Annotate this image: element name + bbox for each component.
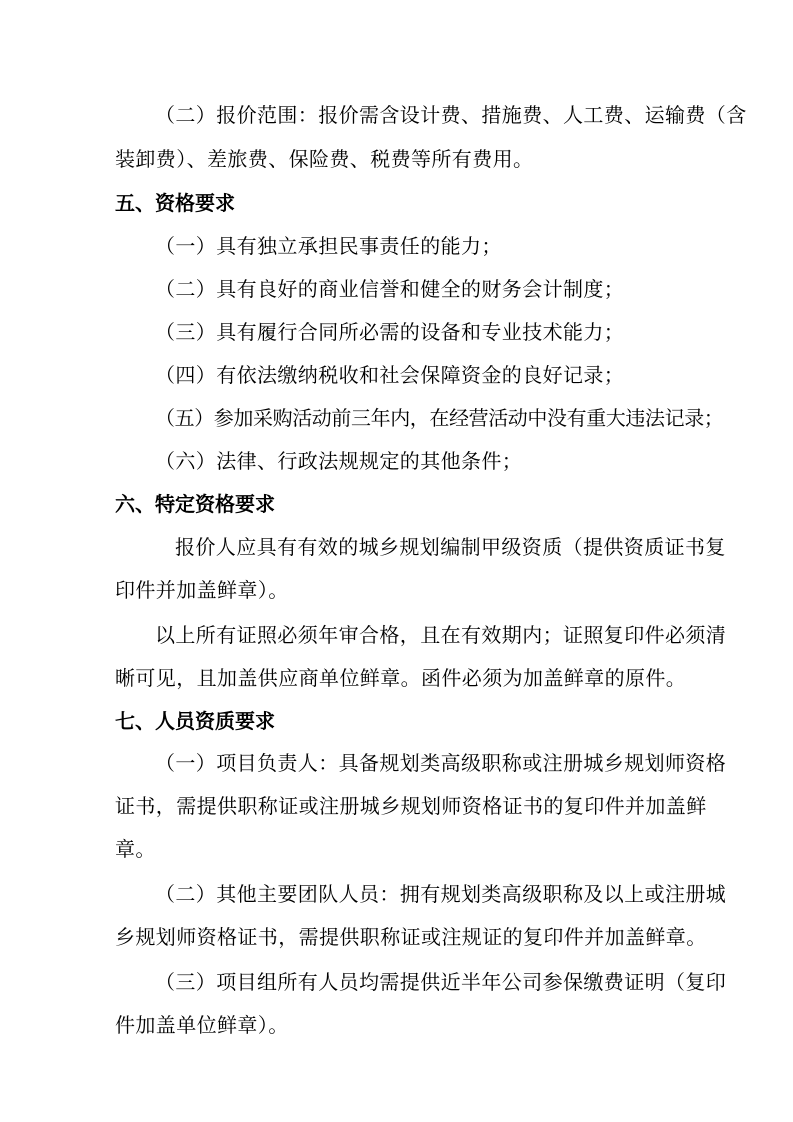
s5-item-6: （六）法律、行政法规规定的其他条件； [155, 449, 523, 473]
s7-p3-line-1: （三）项目组所有人员均需提供近半年公司参保缴费证明（复印 [155, 970, 727, 994]
s5-item-1: （一）具有独立承担民事责任的能力； [155, 234, 502, 258]
s7-p1-line-1: （一）项目负责人：具备规划类高级职称或注册城乡规划师资格 [155, 751, 727, 775]
s7-p1-line-3: 章。 [115, 837, 156, 861]
s6-p1-line-2: 印件并加盖鲜章）。 [115, 578, 289, 602]
section-7-heading: 七、人员资质要求 [115, 709, 275, 733]
s6-p1-line-1: 报价人应具有有效的城乡规划编制甲级资质（提供资质证书复 [175, 535, 726, 559]
s6-p2-line-1: 以上所有证照必须年审合格，且在有效期内；证照复印件必须清 [155, 623, 727, 647]
s6-p2-line-2: 晰可见，且加盖供应商单位鲜章。函件必须为加盖鲜章的原件。 [115, 666, 687, 690]
s5-item-4: （四）有依法缴纳税收和社会保障资金的良好记录； [155, 363, 625, 387]
s7-p3-line-2: 件加盖单位鲜章）。 [115, 1013, 289, 1037]
s4-p2-line-2: 装卸费）、差旅费、保险费、税费等所有费用。 [115, 147, 534, 171]
s7-p1-line-2: 证书，需提供职称证或注册城乡规划师资格证书的复印件并加盖鲜 [115, 794, 707, 818]
s7-p2-line-2: 乡规划师资格证书，需提供职称证或注规证的复印件并加盖鲜章。 [115, 925, 707, 949]
section-6-heading: 六、特定资格要求 [115, 492, 275, 516]
s4-p2-line-1: （二）报价范围：报价需含设计费、措施费、人工费、运输费（含 [155, 103, 747, 127]
s5-item-5: （五）参加采购活动前三年内，在经营活动中没有重大违法记录； [155, 406, 724, 430]
s7-p2-line-1: （二）其他主要团队人员：拥有规划类高级职称及以上或注册城 [155, 882, 727, 906]
s5-item-2: （二）具有良好的商业信誉和健全的财务会计制度； [155, 277, 625, 301]
section-5-heading: 五、资格要求 [115, 191, 235, 215]
s5-item-3: （三）具有履行合同所必需的设备和专业技术能力； [155, 320, 625, 344]
